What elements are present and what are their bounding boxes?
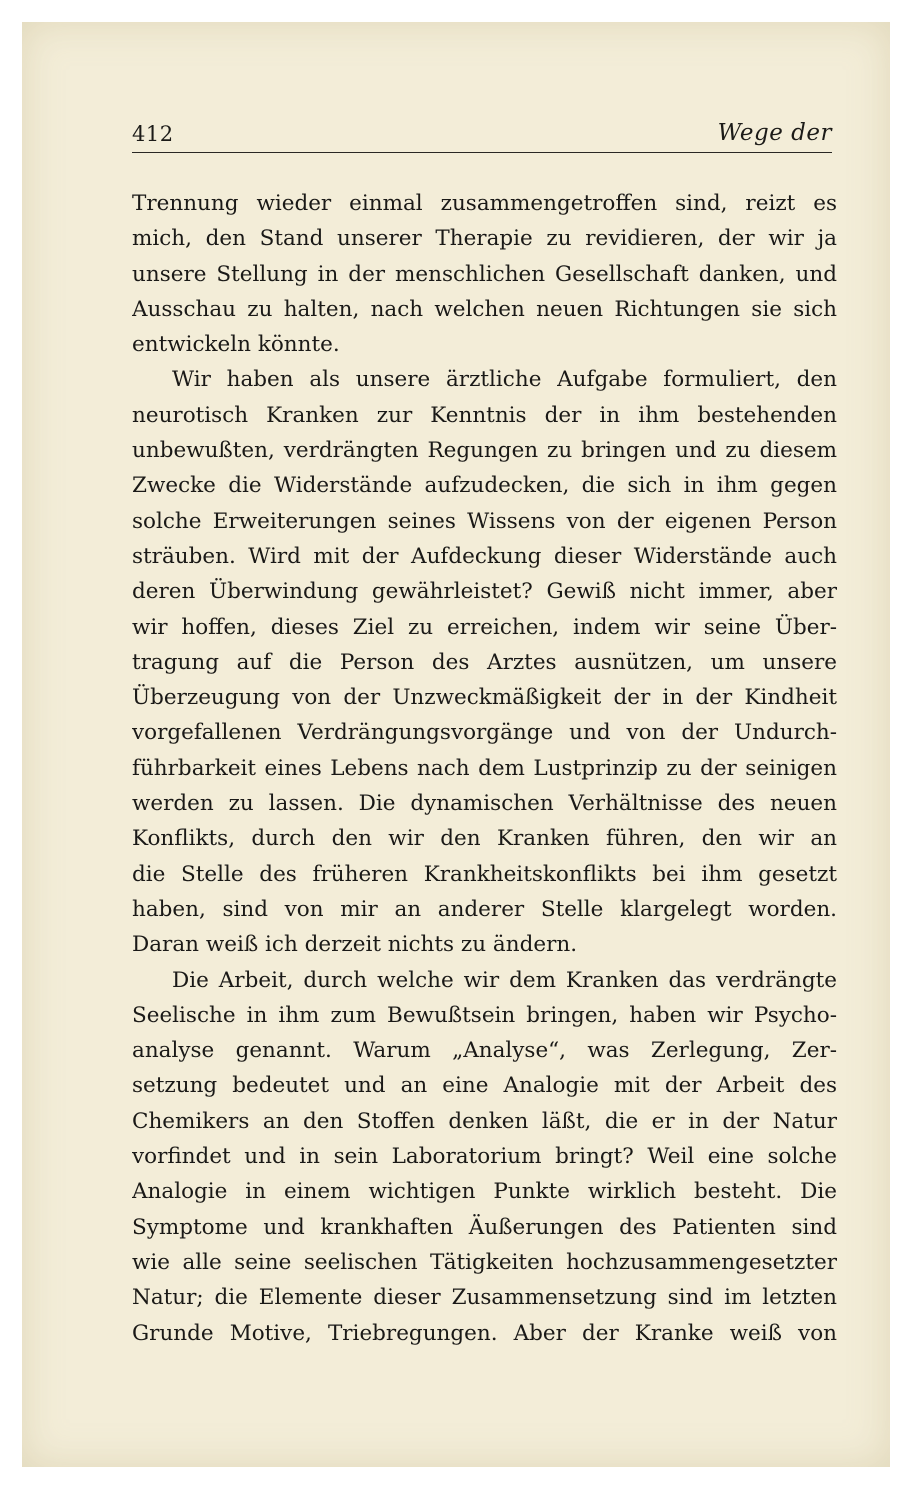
text-line: setzung bedeutet und an eine Analogie mit der Arbeit des <box>132 1073 837 1099</box>
text-line: Die Arbeit, durch welche wir dem Kranken das verdrängte <box>172 967 837 993</box>
text-line: sträuben. Wird mit der Aufdeckung dieser Widerstände auch <box>132 543 837 569</box>
text-line: Analogie in einem wichtigen Punkte wirklich besteht. Die <box>132 1179 837 1205</box>
body-text <box>132 186 837 1351</box>
text-line: unbewußten, verdrängten Regungen zu bringen und zu diesem <box>132 438 837 464</box>
text-line: Wir haben als unsere ärztliche Aufgabe formuliert, den <box>172 367 837 393</box>
text-line: solche Erweiterungen seines Wissens von der eigenen Person <box>132 508 837 534</box>
text-line: vorgefallenen Verdrängungsvorgänge und von der Undurch- <box>132 720 837 746</box>
text-line: Grunde Motive, Triebregungen. Aber der Kranke weiß von <box>132 1320 837 1346</box>
text-line: Natur; die Elemente dieser Zusammensetzung sind im letzten <box>132 1285 837 1311</box>
paragraph <box>132 963 837 1351</box>
text-line: Konflikts, durch den wir den Kranken führen, den wir an <box>132 826 837 852</box>
text-line: vorfindet und in sein Laboratorium bringt? Weil eine solche <box>132 1144 837 1170</box>
text-line: Daran weiß ich derzeit nichts zu ändern. <box>132 932 578 958</box>
text-line: die Stelle des früheren Krankheitskonflikts bei ihm gesetzt <box>132 861 837 887</box>
paragraph <box>132 186 837 362</box>
text-line: werden zu lassen. Die dynamischen Verhältnisse des neuen <box>132 791 837 817</box>
text-line: Trennung wieder einmal zusammengetroffen sind, reizt es <box>132 191 837 216</box>
text-line: Symptome und krankhaften Äußerungen des Patienten sind <box>132 1214 837 1240</box>
text-line: deren Überwindung gewährleistet? Gewiß nicht immer, aber <box>132 579 837 605</box>
text-line: entwickeln könnte. <box>132 332 340 358</box>
text-line: Ausschau zu halten, nach welchen neuen Richtungen sie sich <box>132 296 837 322</box>
page-header <box>132 114 832 154</box>
text-line: haben, sind von mir an anderer Stelle klargelegt worden. <box>132 896 837 922</box>
text-line: Seelische in ihm zum Bewußtsein bringen, haben wir Psycho- <box>132 1002 837 1028</box>
header-rule <box>132 152 832 153</box>
text-line: Überzeugung von der Unzweckmäßigkeit der in der Kindheit <box>132 685 837 711</box>
text-line: Chemikers an den Stoffen denken läßt, die er in der Natur <box>132 1108 837 1134</box>
running-head: Wege der <box>717 120 832 146</box>
text-line: Zwecke die Widerstände aufzudecken, die sich in ihm gegen <box>132 473 837 499</box>
text-line: analyse genannt. Warum „Analyse“, was Zerlegung, Zer- <box>132 1038 837 1064</box>
book-page <box>22 22 890 1467</box>
text-line: wir hoffen, dieses Ziel zu erreichen, indem wir seine Über- <box>132 614 837 640</box>
text-line: tragung auf die Person des Arztes ausnützen, um unsere <box>132 649 837 675</box>
text-line: führbarkeit eines Lebens nach dem Lustprinzip zu der seinigen <box>132 755 837 781</box>
text-line: mich, den Stand unserer Therapie zu revidieren, der wir ja <box>132 226 837 252</box>
text-line: neurotisch Kranken zur Kenntnis der in ihm bestehenden <box>132 402 837 428</box>
page-number: 412 <box>132 122 174 146</box>
text-line: unsere Stellung in der menschlichen Gesellschaft danken, und <box>132 261 837 287</box>
paragraph <box>132 362 837 962</box>
text-line: wie alle seine seelischen Tätigkeiten hochzusammengesetzter <box>132 1249 837 1275</box>
